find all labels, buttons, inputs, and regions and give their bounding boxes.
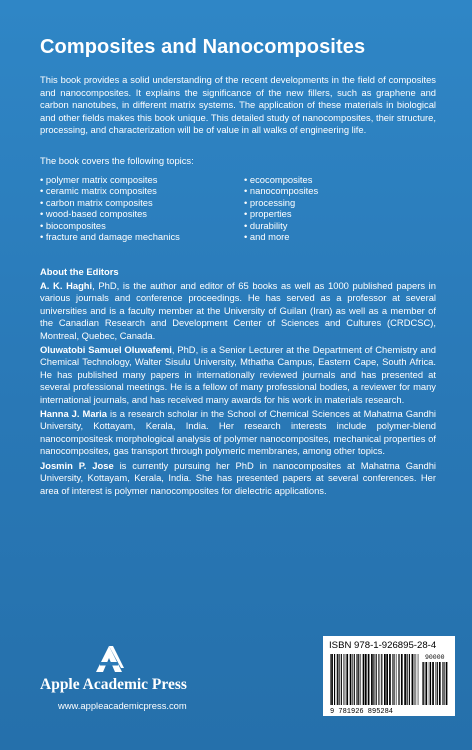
barcode-bar — [345, 654, 346, 705]
ean-barcode-bars — [330, 654, 418, 705]
barcode-bar — [350, 654, 352, 705]
publisher-name: Apple Academic Press — [40, 676, 187, 693]
topic-item: • properties — [244, 208, 292, 220]
barcode-graphic — [323, 636, 455, 716]
barcode-bar — [409, 654, 410, 705]
barcode-bar — [346, 654, 348, 705]
barcode-bar — [429, 662, 430, 705]
editor-bio-text: , PhD, is the author and editor of 65 books as well as 1000 published papers in various journals and conference proceedings. He has served as a professor at several universities and is a faculty member at the University of Guilan (Iran) as well as a member of the Canadian Research and Development Center of Sciences and Cultures (CRDCSC), Montreal, Quebec, Canada. — [40, 280, 436, 341]
barcode-bar — [373, 654, 374, 705]
barcode-bar — [354, 654, 355, 705]
topic-item: • ecocomposites — [244, 174, 313, 185]
barcode-bar — [407, 654, 408, 705]
barcode-bar — [339, 654, 340, 705]
editor-name: A. K. Haghi — [40, 280, 93, 291]
topic-item: • wood-based composites — [40, 208, 147, 220]
barcode-bar — [404, 654, 406, 705]
barcode-bar — [360, 654, 361, 705]
barcode-bar — [437, 662, 438, 705]
barcode-bar — [384, 654, 386, 705]
barcode-label — [323, 636, 455, 716]
barcode-bar — [380, 654, 381, 705]
barcode-bar — [412, 654, 414, 705]
editor-name: Hanna J. Maria — [40, 408, 107, 420]
book-description: This book provides a solid understanding of the recent developments in the field of composites and nanocomposites. It explains the significance of the new fillers, such as graphene and carbon nanotubes, in different matrix systems. The application of these materials in biological and other fields makes this book unique. This detailed study of nanocomposites, their structure, processing, and characterization will be of value in all walks of engineering life. — [40, 74, 436, 136]
barcode-bar — [418, 654, 419, 705]
barcode-bar — [399, 654, 400, 705]
barcode-bar — [365, 654, 367, 705]
barcode-bar — [378, 654, 379, 705]
topic-item: • nanocomposites — [244, 185, 319, 197]
topic-item: • polymer matrix composites — [40, 174, 158, 185]
barcode-bar — [389, 654, 391, 705]
barcode-bar — [392, 654, 393, 705]
publisher-url[interactable]: www.appleacademicpress.com — [58, 700, 187, 711]
barcode-bar — [341, 654, 342, 705]
barcode-bar — [425, 662, 427, 705]
barcode-bar — [363, 654, 365, 705]
editor-bio — [40, 280, 436, 342]
barcode-bar — [422, 662, 423, 705]
topic-item: • carbon matrix composites — [40, 196, 153, 208]
topics-list-left — [40, 174, 180, 242]
topic-item: • durability — [244, 219, 288, 231]
editor-bio — [40, 460, 436, 497]
barcode-bar — [358, 654, 359, 705]
barcode-bar — [330, 654, 331, 705]
barcode-bar — [376, 654, 377, 705]
topic-item: • ceramic matrix composites — [40, 185, 157, 197]
barcode-bar — [398, 654, 399, 705]
barcode-bar — [368, 654, 370, 705]
barcode-bar — [430, 662, 431, 705]
editor-bio — [40, 344, 436, 406]
barcode-bar — [337, 654, 338, 705]
barcode-bar — [443, 662, 444, 705]
barcode-bar — [334, 654, 335, 705]
barcode-bar — [386, 654, 388, 705]
barcode-bar — [356, 654, 357, 705]
price-code: 90000 — [425, 654, 445, 661]
isbn-number: ISBN 978-1-926895-28-4 — [329, 640, 437, 651]
barcode-bar — [371, 654, 373, 705]
editor-bio — [40, 408, 436, 458]
editor-bio-text: , PhD, is a Senior Lecturer at the Department of Chemistry and Chemical Technology, Walter Sisulu University, Mthatha Campus, Eastern Cape, South Africa. He has published many papers in internationally reviewed journals and has presented at several professional meetings. He is a fellow of many professional bodies, a reviewer for many international journals, and has received many awards for his work in materials research. — [40, 344, 436, 405]
topic-item: • and more — [244, 231, 290, 243]
barcode-bar — [344, 654, 345, 705]
editor-bio-text: is a research scholar in the School of Chemical Sciences at Mahatma Gandhi University, Kottayam, Kerala, India. Her research interests include polymer-blend nanocompositesk morphological analysis of polymer nanocomposites, mechanical properties of nanocomposites, gas transport through polymeric membranes, among other topics. — [40, 408, 436, 457]
topics-intro: The book covers the following topics: — [40, 155, 194, 166]
topic-item: • fracture and damage mechanics — [40, 231, 180, 243]
editor-name: Oluwatobi Samuel Oluwafemi — [40, 344, 172, 356]
addon-barcode-bars — [422, 662, 447, 705]
barcode-bar — [331, 654, 333, 705]
editor-name: Josmin P. Jose — [40, 459, 114, 471]
barcode-bar — [416, 654, 417, 705]
barcode-bar — [423, 662, 424, 705]
barcode-bar — [394, 654, 395, 705]
barcode-bar — [442, 662, 443, 705]
barcode-bar — [352, 654, 353, 705]
apple-academic-press-logo-icon — [94, 644, 124, 674]
book-title: Composites and Nanocomposites — [40, 36, 366, 58]
topics-list-right — [244, 174, 318, 242]
editor-bio-text: is currently pursuing her PhD in nanocomposites at Mahatma Gandhi University, Kottayam, Kerala, India. She has presented papers at several conferences. Her area of interest is polymer nanocomposites for dielectric applications. — [40, 459, 436, 496]
editors-section — [40, 280, 436, 499]
topic-item: • processing — [244, 196, 296, 208]
barcode-bar — [439, 662, 441, 705]
barcode-bar — [446, 662, 448, 705]
ean-digits: 9 781926 895284 — [330, 708, 394, 716]
barcode-bar — [381, 654, 382, 705]
topic-item: • biocomposites — [40, 219, 106, 231]
about-editors-heading: About the Editors — [40, 266, 119, 277]
barcode-bar — [436, 662, 437, 705]
barcode-bar — [401, 654, 403, 705]
barcode-bar — [396, 654, 397, 705]
barcode-bar — [432, 662, 434, 705]
barcode-bar — [414, 654, 415, 705]
